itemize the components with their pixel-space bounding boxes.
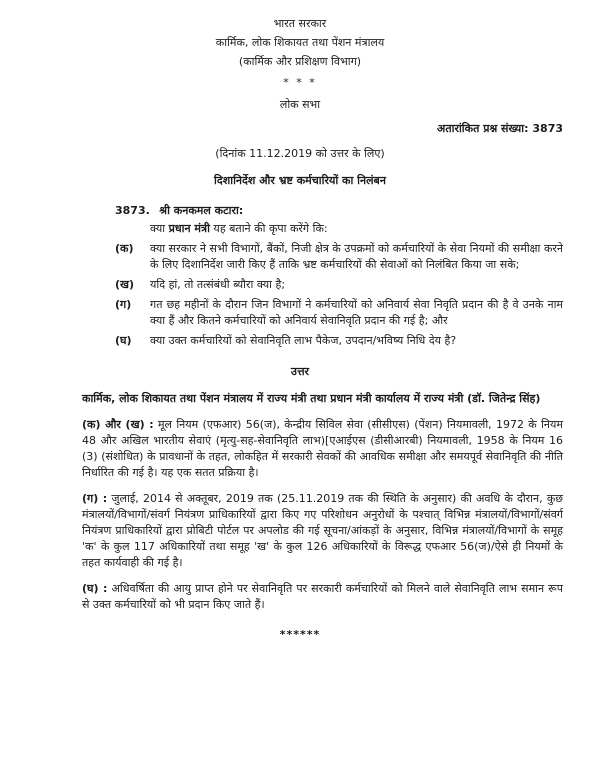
- answer-part-text: मूल नियम (एफआर) 56(ज), केन्द्रीय सिविल सेवा (सीसीएस) (पेंशन) नियमावली, 1972 के नियम 48 और अखिल भारतीय सेवाएं (मृत्यु-सह-सेवानिवृति लाभ)[एआईएस (डीसीआरबी) नियमावली, 1958 के नियम 16 (3) (संशोधित) के प्रावधानों के तहत, लोकहित में सरकारी सेवकों की आवधिक समीक्षा और समयपूर्व सेवानिवृति की नीति निर्धारित की गई है। यह एक सतत प्रक्रिया है।: [82, 418, 563, 479]
- answer-paragraph: [82, 491, 563, 571]
- answer-part-text: जुलाई, 2014 से अक्तूबर, 2019 तक (25.11.2019 तक की स्थिति के अनुसार) की अवधि के दौरान, कुछ मंत्रालयों/विभागों/संवर्ग नियंत्रण प्राधिकारियों द्वारा किए गए परिशोधन अनुरोधों के पश्चात् विभिन्न मंत्रालयों/विभागों/संवर्ग नियंत्रण प्राधिकारियों द्वारा प्रोबिटी पोर्टल पर अपलोड की गई सूचना/आंकड़ों के अनुसार, विभिन्न मंत्रालयों/विभागों के समूह 'क' के कुल 117 अधिकारियों तथा समूह 'ख' के कुल 126 अधिकारियों के विरूद्ध एफआर 56(ज)/ऐसे ही नियमों के तहत कार्यवाही की गई है।: [82, 492, 563, 569]
- answer-part-label: (ग) :: [82, 492, 108, 505]
- end-marker: ******: [279, 628, 321, 641]
- document-header: [0, 14, 600, 114]
- part-text: क्या उक्त कर्मचारियों को सेवानिवृति लाभ पैकेज, उपदान/भविष्य निधि देय है?: [150, 334, 457, 347]
- answer-heading: उत्तर: [290, 365, 310, 378]
- answer-part-label: (क) और (ख) :: [82, 418, 154, 431]
- minister-designation: कार्मिक, लोक शिकायत तथा पेंशन मंत्रालय में राज्य मंत्री तथा प्रधान मंत्री कार्यालय में राज्य मंत्री (डॉ. जितेन्द्र सिंह): [82, 392, 541, 405]
- header-department: (कार्मिक और प्रशिक्षण विभाग): [238, 55, 362, 68]
- question-header: [115, 203, 563, 219]
- part-label: (ख): [115, 278, 135, 291]
- question-intro: [150, 221, 563, 237]
- question-number: 3873.: [115, 204, 150, 217]
- part-text: गत छह महीनों के दौरान जिन विभागों ने कर्मचारियों को अनिवार्य सेवा निवृति प्रदान की है वे उनके नाम क्या हैं और कितने कर्मचारियों को अनिवार्य सेवानिवृति प्रदान की गई है; और: [150, 298, 563, 327]
- question-part: [115, 333, 563, 349]
- question-part: [115, 241, 563, 273]
- question-intro-suffix: यह बताने की कृपा करेंगे कि:: [209, 222, 328, 235]
- question-part: [115, 277, 563, 293]
- question-section: [0, 203, 600, 349]
- question-part: [115, 297, 563, 329]
- answer-paragraph: [82, 417, 563, 481]
- header-government: भारत सरकार: [273, 17, 327, 30]
- part-text: यदि हां, तो तत्संबंधी ब्यौरा क्या है;: [150, 278, 286, 291]
- subject-title: दिशानिर्देश और भ्रष्ट कर्मचारियों का निलंबन: [214, 174, 386, 187]
- answer-date-line: (दिनांक 11.12.2019 को उत्तर के लिए): [215, 147, 385, 160]
- header-ministry: कार्मिक, लोक शिकायत तथा पेंशन मंत्रालय: [215, 36, 385, 49]
- question-intro-prefix: क्या: [150, 222, 169, 235]
- answer-paragraph: [82, 581, 563, 613]
- answer-section: [0, 391, 600, 613]
- part-label: (क): [115, 242, 134, 255]
- header-separator: * * *: [283, 76, 317, 89]
- header-house: लोक सभा: [279, 98, 321, 111]
- part-label: (घ): [115, 334, 132, 347]
- question-number-line: अतारांकित प्रश्न संख्या: 3873: [436, 122, 563, 135]
- answer-part-text: अधिवर्षिता की आयु प्राप्त होने पर सेवानिवृति पर सरकारी कर्मचारियों को मिलने वाले सेवानिवृति लाभ समान रूप से उक्त कर्मचारियों को भी प्रदान किए जाते हैं।: [82, 582, 563, 611]
- part-text: क्या सरकार ने सभी विभागों, बैंकों, निजी क्षेत्र के उपक्रमों को कर्मचारियों के सेवा नियमों की समीक्षा करने के लिए दिशानिर्देश जारी किए हैं ताकि भ्रष्ट कर्मचारियों की सेवाओं को निलंबित किया जा सके;: [150, 242, 563, 271]
- question-intro-minister: प्रधान मंत्री: [168, 222, 210, 235]
- question-member-name: श्री कनकमल कटारा:: [159, 204, 244, 217]
- answer-part-label: (घ) :: [82, 582, 108, 595]
- part-label: (ग): [115, 298, 132, 311]
